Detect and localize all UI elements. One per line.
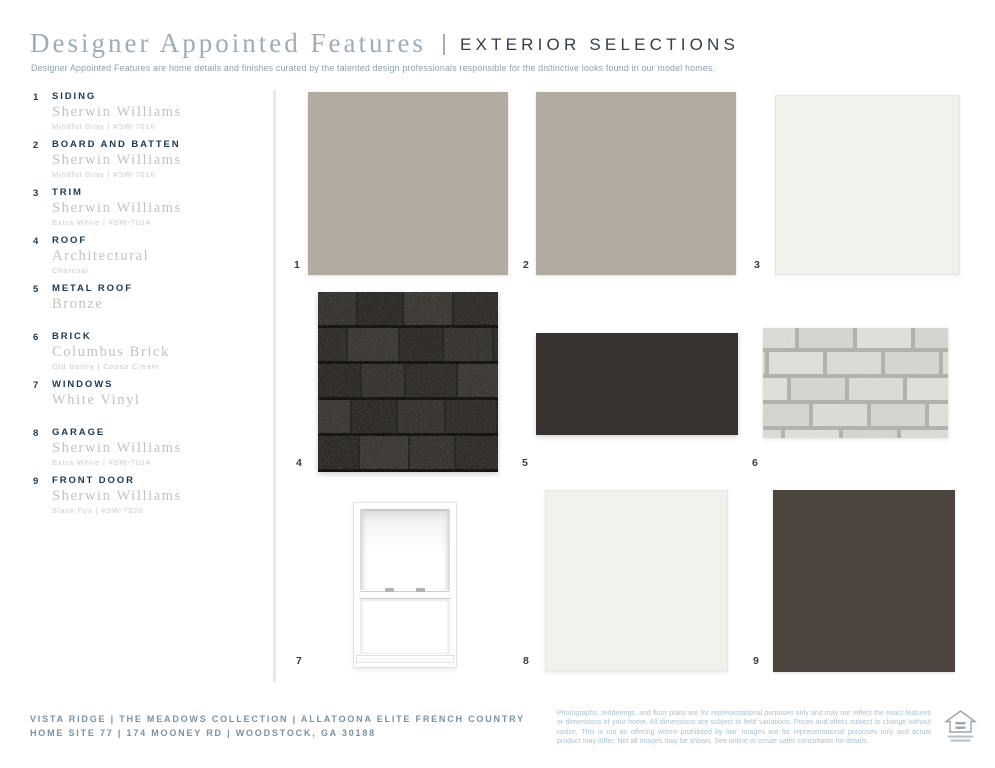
- selection-category: BRICK: [52, 331, 92, 342]
- selection-number: 6: [33, 332, 40, 343]
- selection-brand: Sherwin Williams: [52, 152, 182, 168]
- window-sash-lock: [416, 588, 425, 592]
- page-subtitle: Designer Appointed Features are home details and finishes curated by the talented design professionals responsible for the distinctive looks found in our model homes.: [31, 63, 716, 73]
- window-lower-sash: [360, 600, 450, 654]
- page-title: [30, 28, 739, 59]
- selection-item-brick: [30, 330, 265, 378]
- swatch-garage-extra-white: [545, 490, 728, 672]
- selection-number: 8: [33, 428, 40, 439]
- selection-detail: Old Bailey | Coosa Cream: [52, 362, 159, 371]
- selection-brand: Sherwin Williams: [52, 200, 182, 216]
- selection-number: 2: [33, 140, 40, 151]
- page-title-caps: EXTERIOR SELECTIONS: [459, 35, 740, 54]
- selection-category: GARAGE: [52, 427, 106, 438]
- selection-category: ROOF: [52, 235, 88, 246]
- selection-brand: Columbus Brick: [52, 344, 170, 360]
- swatch-number-9: 9: [753, 655, 760, 667]
- swatch-roof-shingles-photo: [318, 292, 498, 472]
- swatch-board-batten-mindful-gray: [536, 92, 736, 275]
- selection-brand: Architectural: [52, 248, 150, 264]
- selection-category: FRONT DOOR: [52, 475, 135, 486]
- swatch-number-5: 5: [522, 457, 529, 469]
- swatch-number-7: 7: [296, 655, 303, 667]
- equal-housing-logo: [944, 709, 977, 750]
- selection-detail: Mindful Gray | #SW-7016: [52, 122, 156, 131]
- swatch-front-door-black-fox: [773, 490, 955, 672]
- selection-item-garage: [30, 426, 265, 474]
- selections-list: [30, 90, 265, 522]
- selection-brand: Bronze: [52, 296, 104, 312]
- community-info-line1: VISTA RIDGE | THE MEADOWS COLLECTION | ALLATOONA ELITE FRENCH COUNTRY: [30, 714, 525, 724]
- swatch-metal-roof-photo: [536, 333, 738, 435]
- selection-item-trim: [30, 186, 265, 234]
- community-info-line2: HOME SITE 77 | 174 MOONEY RD | WOODSTOCK, GA 30188: [30, 728, 376, 738]
- window-sash-lock: [385, 588, 394, 592]
- swatch-number-6: 6: [752, 457, 759, 469]
- selection-item-board-and-batten: [30, 138, 265, 186]
- selection-detail: Mindful Gray | #SW-7016: [52, 170, 156, 179]
- shingles-texture: [318, 292, 498, 472]
- swatch-number-4: 4: [296, 457, 303, 469]
- swatch-trim-extra-white: [775, 95, 960, 275]
- selection-category: WINDOWS: [52, 379, 114, 390]
- window-sill: [356, 655, 454, 663]
- swatch-window-photo: [353, 502, 457, 668]
- selection-category: METAL ROOF: [52, 283, 133, 294]
- selection-category: BOARD AND BATTEN: [52, 139, 181, 150]
- window-meeting-rail: [360, 591, 450, 599]
- selection-item-metal-roof: [30, 282, 265, 330]
- page-title-serif: Designer Appointed Features: [30, 28, 426, 58]
- title-divider: [443, 34, 445, 55]
- selection-number: 3: [33, 188, 40, 199]
- selection-number: 9: [33, 476, 40, 487]
- selection-brand: Sherwin Williams: [52, 104, 182, 120]
- selection-brand: Sherwin Williams: [52, 488, 182, 504]
- brick-texture: [763, 328, 948, 438]
- swatch-number-2: 2: [523, 259, 530, 271]
- swatch-number-1: 1: [294, 259, 301, 271]
- community-info: [30, 712, 525, 740]
- selection-number: 7: [33, 380, 40, 391]
- selection-detail: Extra White | #SW-7014: [52, 458, 151, 467]
- selection-item-front-door: [30, 474, 265, 522]
- selection-item-windows: [30, 378, 265, 426]
- selection-detail: Extra White | #SW-7014: [52, 218, 151, 227]
- window-upper-sash: [360, 509, 450, 590]
- selection-number: 5: [33, 284, 40, 295]
- selection-detail: Charcoal: [52, 266, 89, 275]
- vertical-divider: [273, 90, 276, 682]
- selection-item-siding: [30, 90, 265, 138]
- swatch-number-3: 3: [754, 259, 761, 271]
- swatch-siding-mindful-gray: [308, 92, 508, 275]
- selection-number: 4: [33, 236, 40, 247]
- disclaimer-text: Photographs, renderings, and floor plans are for representational purposes only and may not reflect the exact features or dimensions of your home. All dimensions are subject to field variations. Prices and offers subject to change without notice. This is not an offering where prohibited by law. Images are for representational purposes only and actual product may differ. Not all images may be shown. See online or onsite sales consultants for details.: [557, 710, 931, 745]
- selection-category: TRIM: [52, 187, 83, 198]
- equal-housing-house-icon: [944, 709, 977, 745]
- selection-brand: Sherwin Williams: [52, 440, 182, 456]
- selection-detail: Black Fox | #SW-7020: [52, 506, 144, 515]
- selection-brand: White Vinyl: [52, 392, 141, 408]
- selection-number: 1: [33, 92, 40, 103]
- selection-item-roof: [30, 234, 265, 282]
- selection-category: SIDING: [52, 91, 97, 102]
- swatch-number-8: 8: [523, 655, 530, 667]
- swatch-brick-photo: [763, 328, 948, 438]
